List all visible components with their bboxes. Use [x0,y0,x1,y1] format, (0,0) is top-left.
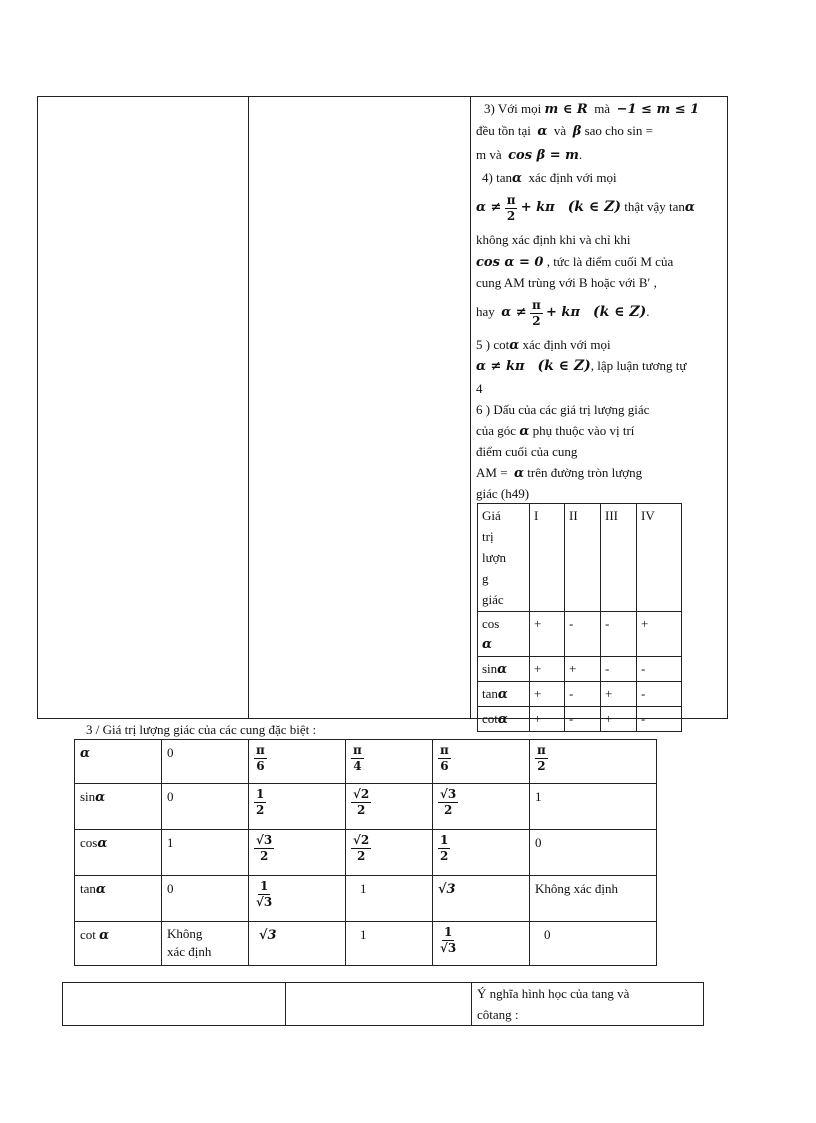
cell: Không xác định [530,876,657,922]
cell: $\frac{1}{√3}$ [249,876,346,922]
sign-cell: - [565,612,601,657]
sign-cell: - [601,612,637,657]
sign-cell: + [530,657,565,682]
cell: 0 [162,876,249,922]
bottom-middle-column [285,982,472,1026]
header-quadrant-2: II [565,504,601,612]
cell: $\frac{1}{2}$ [433,830,530,876]
sign-cell: + [530,707,565,732]
sign-cell: + [565,657,601,682]
cell: $\frac{1}{2}$ [249,784,346,830]
pi-over-2-fraction: $\frac{\pi}{2}$ [506,192,516,223]
p5-line3: 4 [476,381,483,396]
top-middle-column [248,96,471,719]
bottom-left-column [62,982,286,1026]
sign-row-cos [478,612,682,657]
bottom-note: Ý nghĩa hình học của tang và côtang : [477,986,630,1022]
p4-line3: không xác định khi và chỉ khi [476,232,631,247]
sign-row-cot [478,707,682,732]
cell: $\frac{√3}{2}$ [433,784,530,830]
header-cell: Giá trị lượn g giác [478,504,530,612]
p4-line6: hay α ≠ $\frac{\pi}{2}$ + kπ (k ∈ Z). [476,297,650,328]
cell: √3 [249,922,346,966]
cell: $\frac{√2}{2}$ [346,830,433,876]
cell: 0 [530,830,657,876]
sign-cell: - [637,707,682,732]
cell: $\frac{\pi}{4}$ [346,740,433,784]
cell: Không xác định [162,922,249,966]
cell: 0 [530,922,657,966]
cell: $\frac{\pi}{6}$ [433,740,530,784]
row-cot [75,922,657,966]
cell: 0 [162,784,249,830]
cell: cot α [75,922,162,966]
cell: $\frac{√3}{2}$ [249,830,346,876]
p4-line4: cos α = 0 , tức là điểm cuối M của [476,254,674,270]
p4-line1: 4) tanα xác định với mọi [482,170,617,186]
p3-line1: 3) Với mọi m ∈ R mà −1 ≤ m ≤ 1 [484,101,700,117]
special-values-table [74,739,657,966]
sign-cell: - [565,707,601,732]
cell: 1 [530,784,657,830]
p3-line2: đều tồn tại α và β sao cho sin = [476,123,653,139]
cell: α [75,740,162,784]
row-sin [75,784,657,830]
cell: 0 [162,740,249,784]
p6-line4: AM = α trên đường tròn lượng [476,465,643,481]
sign-cell: - [637,657,682,682]
row-cos [75,830,657,876]
header-quadrant-1: I [530,504,565,612]
p6-line3: điểm cuối của cung [476,444,578,459]
row-label: cotα [478,707,530,732]
p4-line2: α ≠ $\frac{\pi}{2}$ + kπ (k ∈ Z) thật vậy tanα [476,192,695,223]
row-tan [75,876,657,922]
section3-title: 3 / Giá trị lượng giác của các cung đặc biệt : [86,722,317,737]
cell: $\frac{\pi}{6}$ [249,740,346,784]
cell: sinα [75,784,162,830]
sign-row-tan [478,682,682,707]
cell: 1 [346,876,433,922]
sign-cell: + [530,612,565,657]
sign-cell: + [601,707,637,732]
p5-line1: 5 ) cotα xác định với mọi [476,337,611,353]
p6-line5: giác (h49) [476,486,530,501]
sign-cell: - [565,682,601,707]
sign-cell: - [637,682,682,707]
cell: cosα [75,830,162,876]
cell: $\frac{\pi}{2}$ [530,740,657,784]
sign-row-sin [478,657,682,682]
p3-line3: m và cos β = m. [476,147,583,163]
cell: 1 [162,830,249,876]
bottom-right-column [471,982,704,1026]
sign-cell: - [601,657,637,682]
sign-cell: + [530,682,565,707]
row-label: cos α [478,612,530,657]
cell: $\frac{√2}{2}$ [346,784,433,830]
sign-cell: + [601,682,637,707]
row-label: tanα [478,682,530,707]
cell: √3 [433,876,530,922]
header-quadrant-4: IV [637,504,682,612]
cell: 1 [346,922,433,966]
sign-cell: + [637,612,682,657]
cell: tanα [75,876,162,922]
p4-line5: cung AM trùng với B hoặc với B′ , [476,275,657,290]
header-quadrant-3: III [601,504,637,612]
p5-line2: α ≠ kπ (k ∈ Z), lập luận tương tự [476,358,687,374]
sign-table-header [478,504,682,612]
top-left-column [37,96,249,719]
cell: $\frac{1}{√3}$ [433,922,530,966]
p6-line1: 6 ) Dấu của các giá trị lượng giác [476,402,650,417]
row-label: sinα [478,657,530,682]
row-alpha [75,740,657,784]
pi-over-2-fraction-b: $\frac{\pi}{2}$ [531,297,541,328]
p6-line2: của góc α phụ thuộc vào vị trí [476,423,635,439]
sign-table [477,503,682,732]
